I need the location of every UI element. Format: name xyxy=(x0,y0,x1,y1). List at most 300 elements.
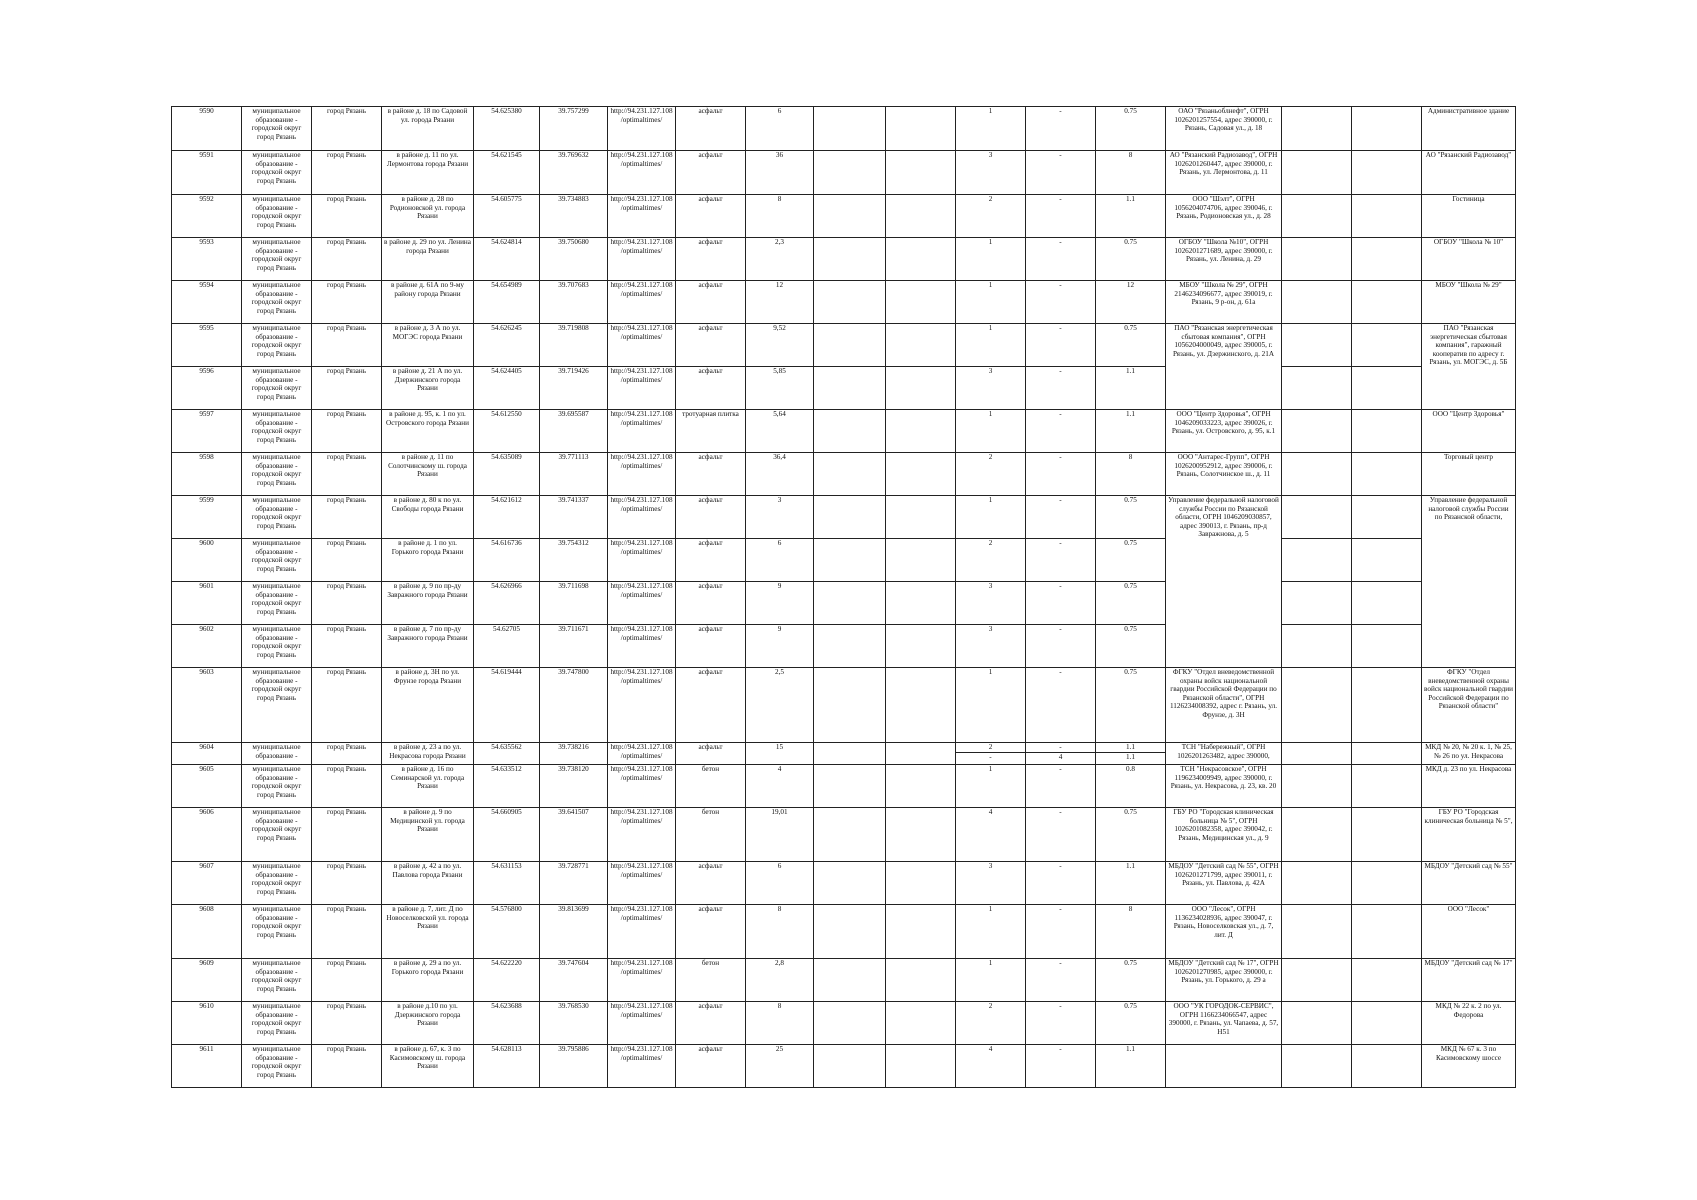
cell-empty xyxy=(1352,238,1422,281)
cell-dash: - xyxy=(1026,1045,1096,1088)
cell-owner: ПАО "Рязанская энергетическая сбытовая компания", ОГРН 1056204000049, адрес 390005, г. Рязань, ул. Дзержинского, д. 21А xyxy=(1166,324,1282,410)
cell-city: город Рязань xyxy=(312,765,382,808)
cell-volume: 12 xyxy=(1096,281,1166,324)
cell-source: МБОУ "Школа № 29" xyxy=(1422,281,1516,324)
table-row xyxy=(172,1002,1516,1045)
cell-latitude: 54.576800 xyxy=(474,905,540,959)
cell-type: муниципальное образование - городской округ город Рязань xyxy=(242,238,312,281)
cell-dash: - xyxy=(1026,496,1096,539)
cell-latitude: 54.621612 xyxy=(474,496,540,539)
cell-url: http://94.231.127.108/optimaltimes/ xyxy=(608,107,676,151)
cell-empty xyxy=(1352,324,1422,367)
cell-id: 9604 xyxy=(172,743,242,765)
cell-empty xyxy=(1282,582,1352,625)
cell-city: город Рязань xyxy=(312,862,382,905)
cell-dash: - xyxy=(1026,959,1096,1002)
cell-address: в районе д. 18 по Садовой ул. города Рязани xyxy=(382,107,474,151)
cell-city: город Рязань xyxy=(312,1002,382,1045)
cell-area: 15 xyxy=(746,743,814,765)
cell-count: 1 xyxy=(956,107,1026,151)
cell-empty xyxy=(814,107,886,151)
cell-longitude: 39.771113 xyxy=(540,453,608,496)
cell-owner: ОГБОУ "Школа №10", ОГРН 1026201271689, адрес 390000, г. Рязань, ул. Ленина, д. 29 xyxy=(1166,238,1282,281)
cell-cover: бетон xyxy=(676,765,746,808)
table-row xyxy=(172,959,1516,1002)
cell-count xyxy=(956,743,1026,765)
cell-empty xyxy=(886,959,956,1002)
cell-address: в районе д. 29 а по ул. Горького города Рязани xyxy=(382,959,474,1002)
cell-owner: ТСН "Некрасовское", ОГРН 1196234009949, адрес 390000, г. Рязань, ул. Некрасова, д. 23, кв. 20 xyxy=(1166,765,1282,808)
cell-count: 2 xyxy=(956,195,1026,238)
cell-type: муниципальное образование - городской округ город Рязань xyxy=(242,959,312,1002)
cell-type: муниципальное образование - городской округ город Рязань xyxy=(242,1045,312,1088)
cell-area: 2,3 xyxy=(746,238,814,281)
cell-empty xyxy=(886,367,956,410)
cell-latitude: 54.612550 xyxy=(474,410,540,453)
cell-owner: ООО "УК ГОРОДОК-СЕРВИС", ОГРН 1166234066547, адрес 390000, г. Рязань, ул. Чапаева, д. 57, Н51 xyxy=(1166,1002,1282,1045)
cell-empty xyxy=(1352,668,1422,743)
cell-address: в районе д. 9 по Медицинской ул. города Рязани xyxy=(382,808,474,862)
table-row xyxy=(172,151,1516,195)
cell-empty xyxy=(1352,107,1422,151)
cell-count: 1 xyxy=(956,410,1026,453)
cell-volume: 0.75 xyxy=(1096,539,1166,582)
cell-source: МКД д. 23 по ул. Некрасова xyxy=(1422,765,1516,808)
cell-owner: ООО "Антарес-Групп", ОГРН 1026200952912, адрес 390006, г. Рязань, Солотчинское ш., д. 11 xyxy=(1166,453,1282,496)
cell-address: в районе д. 67, к. 3 по Касимовскому ш. города Рязани xyxy=(382,1045,474,1088)
cell-source: Гостиница xyxy=(1422,195,1516,238)
cell-id: 9594 xyxy=(172,281,242,324)
cell-empty xyxy=(1282,281,1352,324)
table-row xyxy=(172,324,1516,367)
cell-source: ПАО "Рязанская энергетическая сбытовая компания", гаражный кооператив по адресу г. Рязань, ул. МОГЭС, д. 5Б xyxy=(1422,324,1516,410)
cell-dash: - xyxy=(1026,151,1096,195)
cell-address: в районе д. 16 по Семинарской ул. города Рязани xyxy=(382,765,474,808)
cell-id: 9606 xyxy=(172,808,242,862)
cell-type: муниципальное образование - городской округ город Рязань xyxy=(242,808,312,862)
cell-empty xyxy=(1282,808,1352,862)
cell-longitude: 39.711671 xyxy=(540,625,608,668)
cell-source: Административное здание xyxy=(1422,107,1516,151)
cell-dash: - xyxy=(1026,324,1096,367)
cell-volume: 0.8 xyxy=(1096,765,1166,808)
cell-url: http://94.231.127.108/optimaltimes/ xyxy=(608,1045,676,1088)
cell-url: http://94.231.127.108/optimaltimes/ xyxy=(608,324,676,367)
cell-longitude: 39.747800 xyxy=(540,668,608,743)
cell-area: 2,5 xyxy=(746,668,814,743)
cell-count: 2 xyxy=(956,453,1026,496)
cell-volume: 0.75 xyxy=(1096,808,1166,862)
cell-longitude: 39.728771 xyxy=(540,862,608,905)
cell-empty xyxy=(886,539,956,582)
cell-type: муниципальное образование - городской округ город Рязань xyxy=(242,453,312,496)
cell-cover: асфальт xyxy=(676,195,746,238)
cell-city: город Рязань xyxy=(312,453,382,496)
cell-empty xyxy=(1282,453,1352,496)
cell-city: город Рязань xyxy=(312,539,382,582)
cell-dash: - xyxy=(1026,107,1096,151)
cell-empty xyxy=(886,862,956,905)
cell-source: АО "Рязанский Радиозавод" xyxy=(1422,151,1516,195)
cell-id: 9608 xyxy=(172,905,242,959)
cell-dash xyxy=(1026,743,1096,765)
cell-cover: асфальт xyxy=(676,905,746,959)
cell-longitude: 39.707683 xyxy=(540,281,608,324)
cell-cover: бетон xyxy=(676,959,746,1002)
cell-source: ОГБОУ "Школа № 10" xyxy=(1422,238,1516,281)
register-body xyxy=(172,107,1516,1088)
cell-dash: - xyxy=(1026,539,1096,582)
cell-empty xyxy=(1282,625,1352,668)
cell-type: муниципальное образование - городской округ город Рязань xyxy=(242,107,312,151)
cell-url: http://94.231.127.108/optimaltimes/ xyxy=(608,582,676,625)
cell-city: город Рязань xyxy=(312,281,382,324)
cell-count-part: - xyxy=(989,752,992,761)
cell-empty xyxy=(1352,151,1422,195)
cell-owner: МБДОУ "Детский сад № 55", ОГРН 1026201271799, адрес 390011, г. Рязань, ул. Павлова, д. 42А xyxy=(1166,862,1282,905)
cell-empty xyxy=(1282,496,1352,539)
cell-count: 1 xyxy=(956,324,1026,367)
cell-empty xyxy=(886,668,956,743)
cell-source: ООО "Центр Здоровья" xyxy=(1422,410,1516,453)
cell-owner: ГБУ РО "Городская клиническая больница № 5", ОГРН 1026201082358, адрес 390042, г. Рязань, Медицинская ул., д. 9 xyxy=(1166,808,1282,862)
cell-cover: асфальт xyxy=(676,281,746,324)
cell-empty xyxy=(1282,743,1352,765)
cell-empty xyxy=(814,765,886,808)
table-row xyxy=(172,743,1516,765)
cell-empty xyxy=(1282,668,1352,743)
table-row xyxy=(172,668,1516,743)
cell-source: Управление федеральной налоговой службы России по Рязанской области, xyxy=(1422,496,1516,668)
cell-latitude: 54.621545 xyxy=(474,151,540,195)
cell-longitude: 39.734883 xyxy=(540,195,608,238)
cell-count: 3 xyxy=(956,367,1026,410)
cell-empty xyxy=(1282,765,1352,808)
cell-area: 5,64 xyxy=(746,410,814,453)
cell-latitude: 54.626966 xyxy=(474,582,540,625)
cell-empty xyxy=(814,238,886,281)
cell-area: 8 xyxy=(746,1002,814,1045)
cell-id: 9591 xyxy=(172,151,242,195)
cell-owner: ФГКУ "Отдел вневедомственной охраны войск национальной гвардии Российской Федерации по Рязанской области", ОГРН 1126234008392, адрес г. Рязань, ул. Фрунзе, д. 3Н xyxy=(1166,668,1282,743)
register-table xyxy=(171,106,1516,1088)
cell-cover: асфальт xyxy=(676,862,746,905)
cell-empty xyxy=(1352,195,1422,238)
cell-source: ООО "Лесок" xyxy=(1422,905,1516,959)
cell-empty xyxy=(886,496,956,539)
cell-area: 4 xyxy=(746,765,814,808)
cell-volume: 0.75 xyxy=(1096,625,1166,668)
cell-count: 4 xyxy=(956,808,1026,862)
cell-type: муниципальное образование - городской округ город Рязань xyxy=(242,539,312,582)
cell-longitude: 39.795886 xyxy=(540,1045,608,1088)
cell-url: http://94.231.127.108/optimaltimes/ xyxy=(608,281,676,324)
cell-empty xyxy=(1282,1002,1352,1045)
table-row xyxy=(172,765,1516,808)
cell-empty xyxy=(886,281,956,324)
cell-empty xyxy=(814,1002,886,1045)
cell-url: http://94.231.127.108/optimaltimes/ xyxy=(608,743,676,765)
cell-area: 36 xyxy=(746,151,814,195)
cell-cover: асфальт xyxy=(676,743,746,765)
cell-source: МКД № 20, № 20 к. 1, № 25, № 26 по ул. Некрасова xyxy=(1422,743,1516,765)
cell-volume: 0.75 xyxy=(1096,496,1166,539)
cell-empty xyxy=(1282,324,1352,367)
cell-empty xyxy=(1282,195,1352,238)
cell-count: 1 xyxy=(956,959,1026,1002)
cell-area: 6 xyxy=(746,862,814,905)
cell-url: http://94.231.127.108/optimaltimes/ xyxy=(608,668,676,743)
cell-dash: - xyxy=(1026,453,1096,496)
cell-cover: бетон xyxy=(676,808,746,862)
cell-empty xyxy=(1282,238,1352,281)
cell-dash: - xyxy=(1026,195,1096,238)
cell-address: в районе д. 80 к по ул. Свободы города Рязани xyxy=(382,496,474,539)
cell-source: ГБУ РО "Городская клиническая больница № 5", xyxy=(1422,808,1516,862)
cell-dash-part: - xyxy=(1026,743,1095,752)
cell-empty xyxy=(814,367,886,410)
cell-cover: асфальт xyxy=(676,151,746,195)
cell-cover: асфальт xyxy=(676,582,746,625)
cell-url: http://94.231.127.108/optimaltimes/ xyxy=(608,238,676,281)
cell-source: МБДОУ "Детский сад № 55" xyxy=(1422,862,1516,905)
cell-volume: 0.75 xyxy=(1096,1002,1166,1045)
cell-volume: 1.1 xyxy=(1096,1045,1166,1088)
cell-type: муниципальное образование - городской округ город Рязань xyxy=(242,496,312,539)
cell-longitude: 39.711698 xyxy=(540,582,608,625)
cell-empty xyxy=(886,410,956,453)
cell-source: ФГКУ "Отдел вневедомственной охраны войск национальной гвардии Российской Федерации по Рязанской области" xyxy=(1422,668,1516,743)
cell-id: 9602 xyxy=(172,625,242,668)
cell-latitude: 54.62705 xyxy=(474,625,540,668)
cell-empty xyxy=(886,582,956,625)
cell-url: http://94.231.127.108/optimaltimes/ xyxy=(608,959,676,1002)
cell-cover: тротуарная плитка xyxy=(676,410,746,453)
cell-empty xyxy=(886,238,956,281)
cell-empty xyxy=(1352,410,1422,453)
cell-empty xyxy=(1282,410,1352,453)
cell-id: 9607 xyxy=(172,862,242,905)
cell-volume: 8 xyxy=(1096,453,1166,496)
cell-city: город Рязань xyxy=(312,668,382,743)
cell-url: http://94.231.127.108/optimaltimes/ xyxy=(608,367,676,410)
cell-dash: - xyxy=(1026,862,1096,905)
cell-volume: 0.75 xyxy=(1096,324,1166,367)
cell-count: 2 xyxy=(956,539,1026,582)
cell-id: 9609 xyxy=(172,959,242,1002)
cell-url: http://94.231.127.108/optimaltimes/ xyxy=(608,496,676,539)
table-row xyxy=(172,410,1516,453)
cell-owner: ТСН "Набережный", ОГРН 1026201263482, адрес 390000, xyxy=(1166,743,1282,765)
cell-empty xyxy=(814,905,886,959)
cell-id: 9611 xyxy=(172,1045,242,1088)
cell-address: в районе д. 23 а по ул. Некрасова города Рязани xyxy=(382,743,474,765)
cell-address: в районе д. 1 по ул. Горького города Рязани xyxy=(382,539,474,582)
cell-owner: ООО "Центр Здоровья", ОГРН 1046209033223, адрес 390026, г. Рязань, ул. Островского, д. 95, к.1 xyxy=(1166,410,1282,453)
cell-area: 9,52 xyxy=(746,324,814,367)
cell-area: 3 xyxy=(746,496,814,539)
cell-type: муниципальное образование - городской округ город Рязань xyxy=(242,281,312,324)
table-row xyxy=(172,625,1516,668)
cell-cover: асфальт xyxy=(676,453,746,496)
cell-city: город Рязань xyxy=(312,324,382,367)
cell-url: http://94.231.127.108/optimaltimes/ xyxy=(608,1002,676,1045)
cell-volume: 1.1 xyxy=(1096,195,1166,238)
cell-empty xyxy=(814,808,886,862)
cell-url: http://94.231.127.108/optimaltimes/ xyxy=(608,905,676,959)
table-row xyxy=(172,453,1516,496)
cell-id: 9597 xyxy=(172,410,242,453)
cell-latitude: 54.628113 xyxy=(474,1045,540,1088)
cell-count: 3 xyxy=(956,862,1026,905)
cell-city: город Рязань xyxy=(312,107,382,151)
cell-city: город Рязань xyxy=(312,151,382,195)
cell-empty xyxy=(886,1045,956,1088)
cell-count: 2 xyxy=(956,1002,1026,1045)
cell-area: 2,8 xyxy=(746,959,814,1002)
cell-cover: асфальт xyxy=(676,238,746,281)
cell-id: 9598 xyxy=(172,453,242,496)
cell-latitude: 54.625380 xyxy=(474,107,540,151)
cell-area: 6 xyxy=(746,107,814,151)
cell-area: 6 xyxy=(746,539,814,582)
cell-volume: 8 xyxy=(1096,151,1166,195)
table-row xyxy=(172,808,1516,862)
cell-count: 1 xyxy=(956,281,1026,324)
cell-longitude: 39.641507 xyxy=(540,808,608,862)
cell-source: МКД № 22 к. 2 по ул. Федорова xyxy=(1422,1002,1516,1045)
cell-empty xyxy=(1282,367,1352,410)
cell-address: в районе д.10 по ул. Дзержинского города Рязани xyxy=(382,1002,474,1045)
cell-volume-part: 1.1 xyxy=(1096,743,1165,752)
cell-type: муниципальное образование - xyxy=(242,743,312,765)
cell-longitude: 39.747604 xyxy=(540,959,608,1002)
cell-longitude: 39.769632 xyxy=(540,151,608,195)
cell-area: 8 xyxy=(746,905,814,959)
cell-dash: - xyxy=(1026,582,1096,625)
cell-id: 9600 xyxy=(172,539,242,582)
cell-latitude: 54.633512 xyxy=(474,765,540,808)
table-row xyxy=(172,539,1516,582)
cell-empty xyxy=(1352,1002,1422,1045)
cell-empty xyxy=(886,625,956,668)
cell-longitude: 39.750680 xyxy=(540,238,608,281)
cell-empty xyxy=(1352,743,1422,765)
cell-empty xyxy=(814,281,886,324)
cell-latitude: 54.626245 xyxy=(474,324,540,367)
cell-empty xyxy=(814,453,886,496)
cell-address: в районе д. 95, к. 1 по ул. Островского города Рязани xyxy=(382,410,474,453)
cell-area: 25 xyxy=(746,1045,814,1088)
cell-city: город Рязань xyxy=(312,625,382,668)
cell-address: в районе д. 3Н по ул. Фрунзе города Рязани xyxy=(382,668,474,743)
cell-empty xyxy=(1352,582,1422,625)
cell-volume: 8 xyxy=(1096,905,1166,959)
cell-address: в районе д. 7 по пр-ду Завражного города Рязани xyxy=(382,625,474,668)
cell-owner: АО "Рязанский Радиозавод", ОГРН 1026201260447, адрес 390000, г. Рязань, ул. Лермонтова, д. 11 xyxy=(1166,151,1282,195)
table-row xyxy=(172,496,1516,539)
cell-id: 9601 xyxy=(172,582,242,625)
cell-source: МБДОУ "Детский сад № 17" xyxy=(1422,959,1516,1002)
table-row xyxy=(172,238,1516,281)
cell-address: в районе д. 11 по Солотчинскому ш. города Рязани xyxy=(382,453,474,496)
cell-owner: МБОУ "Школа № 29", ОГРН 2146234096677, адрес 390019, г. Рязань, 9 р-он, д. 61а xyxy=(1166,281,1282,324)
cell-dash: - xyxy=(1026,668,1096,743)
cell-empty xyxy=(814,862,886,905)
cell-owner: Управление федеральной налоговой службы России по Рязанской области, ОГРН 1046209030857, адрес 390013, г. Рязань, пр-д Завражнова, д. 5 xyxy=(1166,496,1282,668)
cell-latitude: 54.654989 xyxy=(474,281,540,324)
cell-longitude: 39.719426 xyxy=(540,367,608,410)
cell-empty xyxy=(1352,281,1422,324)
cell-url: http://94.231.127.108/optimaltimes/ xyxy=(608,410,676,453)
cell-longitude: 39.813699 xyxy=(540,905,608,959)
cell-latitude: 54.619444 xyxy=(474,668,540,743)
cell-empty xyxy=(1352,765,1422,808)
cell-empty xyxy=(814,1045,886,1088)
cell-empty xyxy=(1352,808,1422,862)
cell-volume: 1.1 xyxy=(1096,862,1166,905)
cell-city: город Рязань xyxy=(312,367,382,410)
cell-id: 9603 xyxy=(172,668,242,743)
cell-latitude: 54.624814 xyxy=(474,238,540,281)
table-row xyxy=(172,905,1516,959)
cell-city: город Рязань xyxy=(312,238,382,281)
cell-latitude: 54.635562 xyxy=(474,743,540,765)
cell-longitude: 39.738120 xyxy=(540,765,608,808)
cell-empty xyxy=(1352,539,1422,582)
cell-volume: 0.75 xyxy=(1096,959,1166,1002)
cell-id: 9592 xyxy=(172,195,242,238)
cell-cover: асфальт xyxy=(676,1002,746,1045)
cell-id: 9610 xyxy=(172,1002,242,1045)
cell-latitude: 54.622220 xyxy=(474,959,540,1002)
cell-city: город Рязань xyxy=(312,743,382,765)
cell-empty xyxy=(886,453,956,496)
cell-url: http://94.231.127.108/optimaltimes/ xyxy=(608,765,676,808)
cell-empty xyxy=(1352,1045,1422,1088)
cell-cover: асфальт xyxy=(676,1045,746,1088)
cell-owner: ООО "Лесок", ОГРН 1136234028936, адрес 390047, г. Рязань, Новоселковская ул., д. 7, лит. Д xyxy=(1166,905,1282,959)
cell-type: муниципальное образование - городской округ город Рязань xyxy=(242,765,312,808)
cell-id: 9605 xyxy=(172,765,242,808)
cell-cover: асфальт xyxy=(676,367,746,410)
cell-count: 1 xyxy=(956,905,1026,959)
cell-empty xyxy=(886,107,956,151)
cell-url: http://94.231.127.108/optimaltimes/ xyxy=(608,808,676,862)
cell-longitude: 39.757299 xyxy=(540,107,608,151)
cell-address: в районе д. 21 А по ул. Дзержинского города Рязани xyxy=(382,367,474,410)
cell-longitude: 39.741337 xyxy=(540,496,608,539)
cell-city: город Рязань xyxy=(312,496,382,539)
cell-empty xyxy=(886,743,956,765)
cell-empty xyxy=(1352,905,1422,959)
table-row xyxy=(172,195,1516,238)
cell-longitude: 39.695587 xyxy=(540,410,608,453)
cell-empty xyxy=(1352,862,1422,905)
cell-dash: - xyxy=(1026,410,1096,453)
cell-type: муниципальное образование - городской округ город Рязань xyxy=(242,625,312,668)
cell-area: 5,85 xyxy=(746,367,814,410)
cell-id: 9599 xyxy=(172,496,242,539)
cell-area: 9 xyxy=(746,625,814,668)
table-row xyxy=(172,281,1516,324)
cell-area: 9 xyxy=(746,582,814,625)
cell-url: http://94.231.127.108/optimaltimes/ xyxy=(608,453,676,496)
cell-empty xyxy=(814,743,886,765)
cell-dash: - xyxy=(1026,625,1096,668)
cell-address: в районе д. 42 а по ул. Павлова города Рязани xyxy=(382,862,474,905)
cell-address: в районе д. 3 А по ул. МОГЭС города Рязани xyxy=(382,324,474,367)
